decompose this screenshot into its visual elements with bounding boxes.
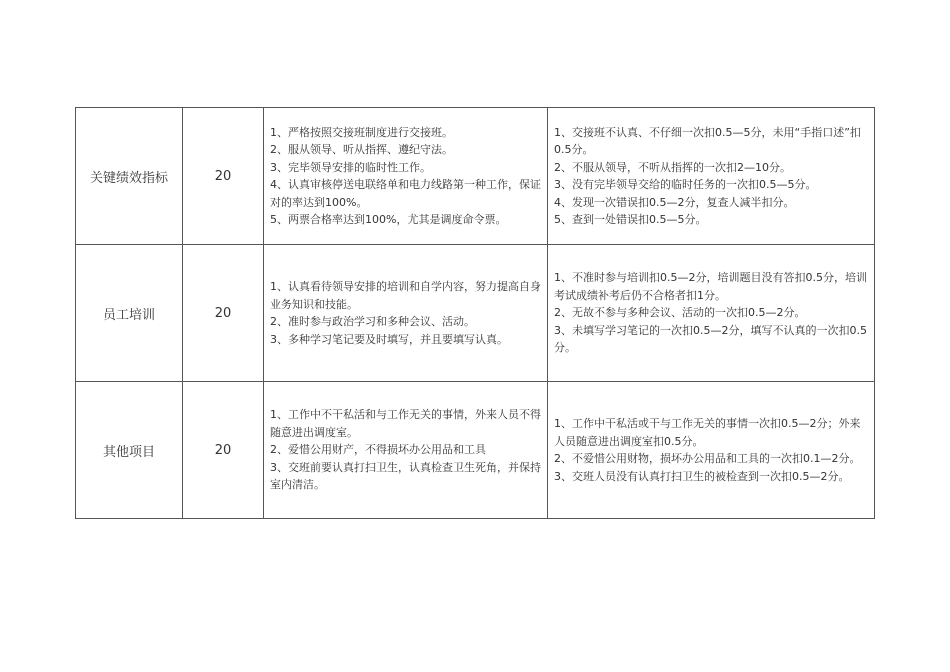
requirement-item: 1、工作中不干私活和与工作无关的事情，外来人员不得随意进出调度室。 [270, 408, 541, 439]
deductions-cell [548, 245, 875, 382]
requirement-item: 2、准时参与政治学习和多种会议、活动。 [270, 315, 475, 328]
requirement-item: 2、服从领导、听从指挥、遵纪守法。 [270, 143, 453, 156]
requirement-item: 3、多种学习笔记要及时填写，并且要填写认真。 [270, 332, 508, 346]
score-cell: 20 [183, 245, 264, 382]
requirements-cell [264, 382, 548, 519]
deduction-item: 1、交接班不认真、不仔细一次扣0.5—5分，未用“手指口述”扣0.5分。 [554, 125, 861, 156]
deduction-item: 5、查到一处错误扣0.5—5分。 [554, 213, 707, 226]
deduction-item: 2、不爱惜公用财物，损坏办公用品和工具的一次扣0.1—2分。 [554, 452, 861, 465]
deduction-item: 3、没有完毕领导交给的临时任务的一次扣0.5—5分。 [554, 178, 817, 191]
requirement-item: 5、两票合格率达到100%，尤其是调度命令票。 [270, 213, 507, 226]
deductions-cell [548, 382, 875, 519]
table-row [76, 382, 875, 519]
requirements-cell [264, 245, 548, 382]
assessment-table [75, 107, 875, 519]
score-cell: 20 [183, 108, 264, 245]
deduction-item: 1、工作中干私活或干与工作无关的事情一次扣0.5—2分；外来人员随意进出调度室扣0.5分。 [554, 417, 861, 448]
table-row [76, 108, 875, 245]
deduction-item: 4、发现一次错误扣0.5—2分，复查人减半扣分。 [554, 195, 795, 209]
deduction-item: 3、交班人员没有认真打扫卫生的被检查到一次扣0.5—2分。 [554, 469, 850, 483]
deductions-cell [548, 108, 875, 245]
deduction-item: 2、无故不参与多种会议、活动的一次扣0.5—2分。 [554, 306, 806, 320]
requirement-item: 3、交班前要认真打扫卫生，认真检查卫生死角，并保持室内清洁。 [270, 460, 541, 492]
table-row [76, 245, 875, 382]
deduction-item: 3、未填写学习笔记的一次扣0.5—2分，填写不认真的一次扣0.5分。 [554, 323, 867, 355]
category-cell: 关键绩效指标 [76, 108, 183, 245]
requirement-item: 1、严格按照交接班制度进行交接班。 [270, 125, 453, 139]
requirements-cell [264, 108, 548, 245]
deduction-item: 2、不服从领导，不听从指挥的一次扣2—10分。 [554, 160, 791, 174]
requirement-item: 1、认真看待领导安排的培训和自学内容，努力提高自身业务知识和技能。 [270, 280, 541, 311]
score-cell: 20 [183, 382, 264, 519]
requirement-item: 3、完毕领导安排的临时性工作。 [270, 160, 431, 174]
requirement-item: 4、认真审核停送电联络单和电力线路第一种工作，保证对的率达到100%。 [270, 178, 541, 209]
deduction-item: 1、不准时参与培训扣0.5—2分，培训题目没有答扣0.5分，培训考试成绩补考后仍不合格者扣1分。 [554, 271, 867, 302]
category-cell: 员工培训 [76, 245, 183, 382]
requirement-item: 2、爱惜公用财产，不得损坏办公用品和工具 [270, 443, 486, 457]
category-cell: 其他项目 [76, 382, 183, 519]
